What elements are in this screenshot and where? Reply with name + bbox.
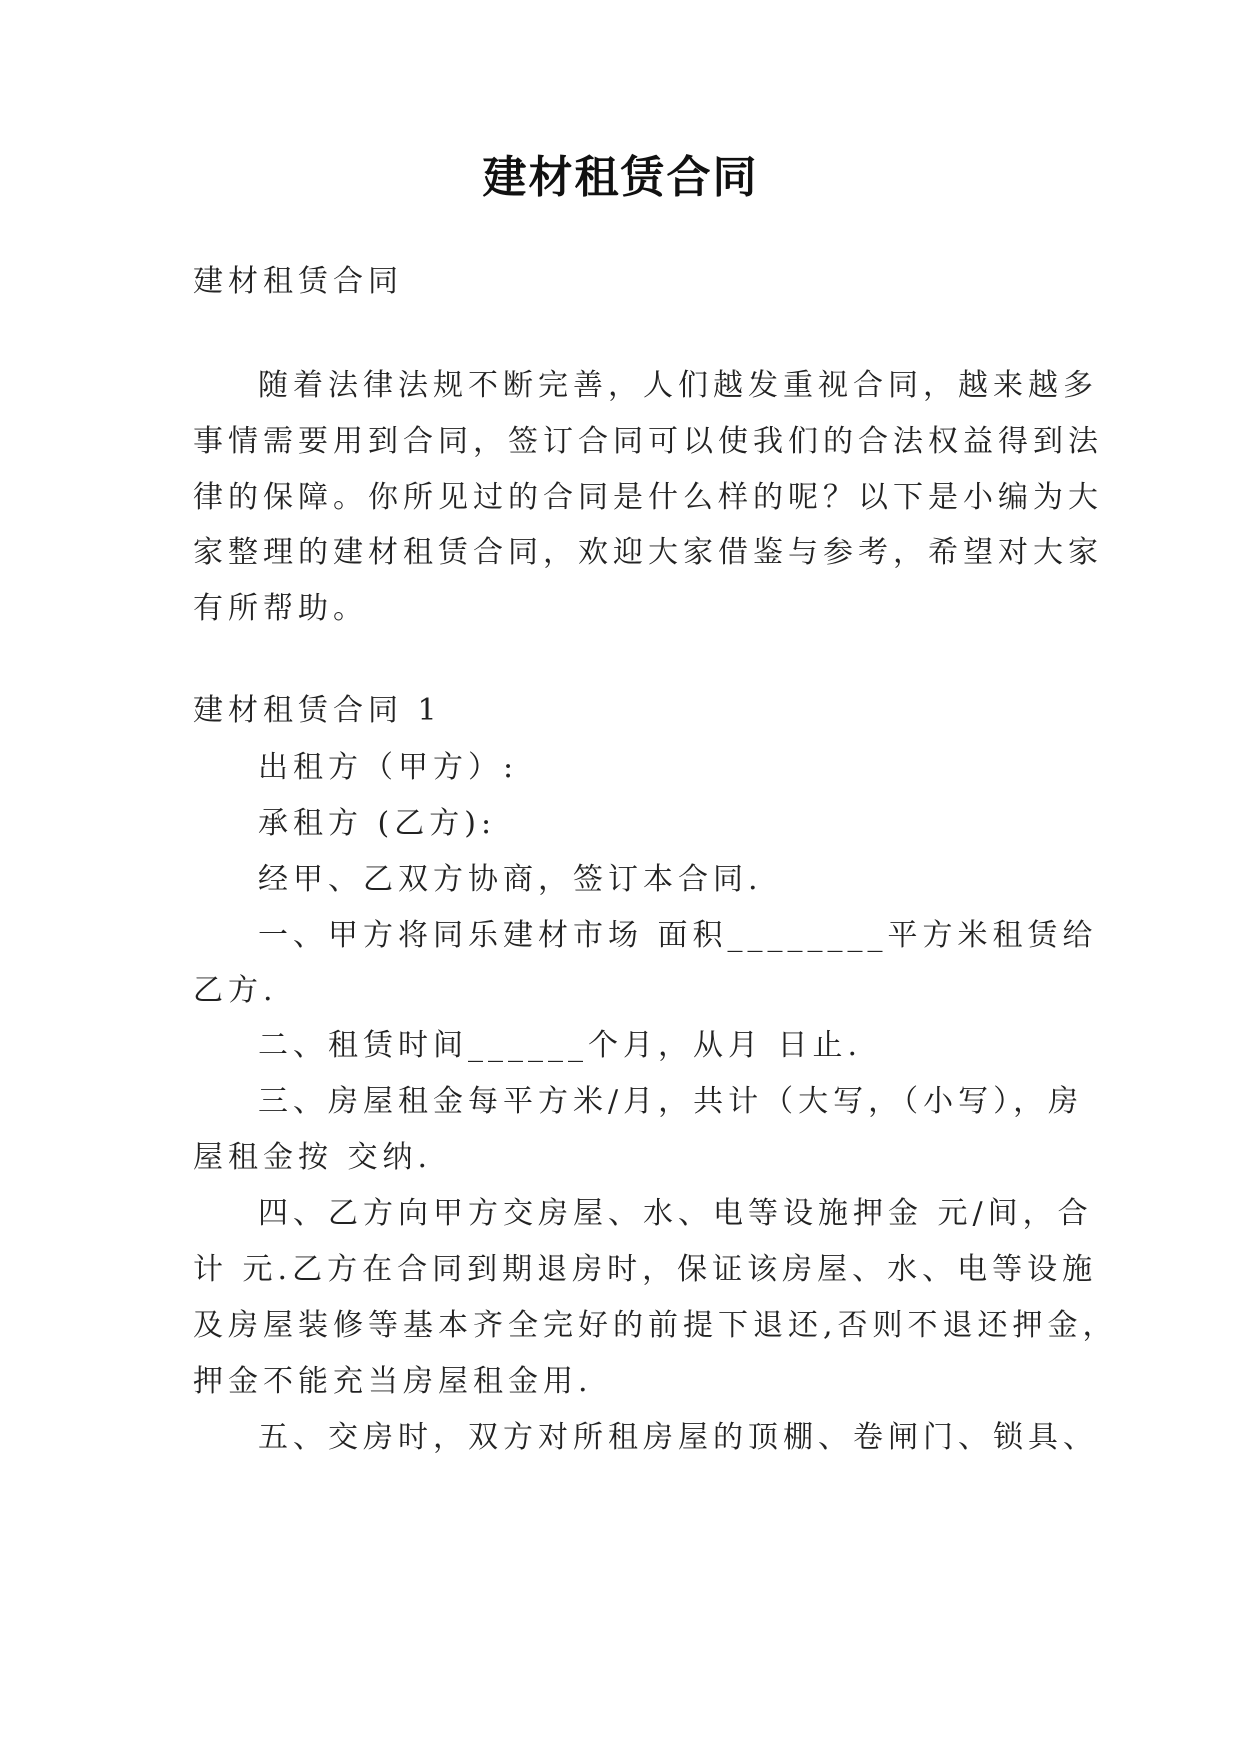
section-heading: 建材租赁合同 1 bbox=[193, 693, 442, 728]
body-line-5: 乙方. bbox=[193, 973, 278, 1008]
intro-line-2: 事情需要用到合同，签订合同可以使我们的合法权益得到法 bbox=[193, 424, 1103, 459]
document-subtitle: 建材租赁合同 bbox=[193, 264, 403, 299]
body-line-2: 承租方 (乙方): bbox=[258, 806, 497, 841]
body-line-4: 一、甲方将同乐建材市场 面积________平方米租赁给 bbox=[258, 918, 1098, 953]
body-line-9: 四、乙方向甲方交房屋、水、电等设施押金 元/间，合 bbox=[258, 1196, 1093, 1231]
body-line-1: 出租方（甲方）: bbox=[258, 750, 519, 785]
body-line-10: 计 元.乙方在合同到期退房时，保证该房屋、水、电等设施 bbox=[193, 1252, 1098, 1287]
body-line-11: 及房屋装修等基本齐全完好的前提下退还,否则不退还押金， bbox=[193, 1308, 1118, 1343]
intro-line-1: 随着法律法规不断完善，人们越发重视合同，越来越多 bbox=[258, 368, 1098, 403]
body-line-7: 三、房屋租金每平方米/月，共计（大写，（小写），房 bbox=[258, 1084, 1084, 1119]
body-line-6: 二、租赁时间______个月，从月 日止. bbox=[258, 1028, 863, 1063]
intro-line-4: 家整理的建材租赁合同，欢迎大家借鉴与参考，希望对大家 bbox=[193, 535, 1103, 570]
body-line-8: 屋租金按 交纳. bbox=[193, 1140, 433, 1175]
body-line-3: 经甲、乙双方协商，签订本合同. bbox=[258, 862, 763, 897]
intro-line-3: 律的保障。你所见过的合同是什么样的呢？以下是小编为大 bbox=[193, 480, 1103, 515]
document-title: 建材租赁合同 bbox=[482, 152, 759, 203]
body-line-12: 押金不能充当房屋租金用. bbox=[193, 1364, 593, 1399]
intro-line-5: 有所帮助。 bbox=[193, 591, 368, 626]
body-line-13: 五、交房时，双方对所租房屋的顶棚、卷闸门、锁具、 bbox=[258, 1420, 1098, 1455]
